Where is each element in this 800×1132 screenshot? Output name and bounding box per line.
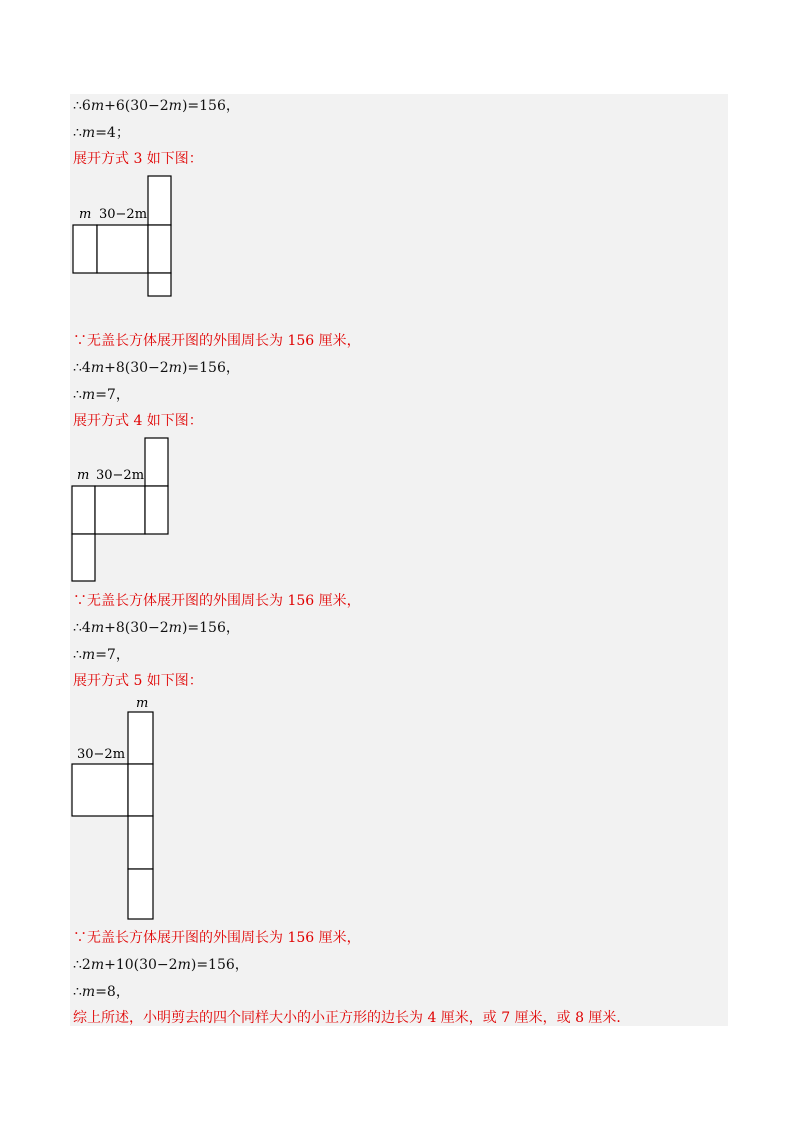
eq-text: )=156， xyxy=(181,360,240,376)
eq-var: m xyxy=(81,984,96,1000)
heading-method-4: 展开方式 4 如下图： xyxy=(73,413,203,429)
eq-text: ∴2 xyxy=(73,957,91,973)
perimeter-statement: ∵无盖长方体展开图的外围周长为 156 厘米， xyxy=(73,930,361,946)
eq-var: m xyxy=(90,360,105,376)
eq-var: m xyxy=(90,620,105,636)
result-line xyxy=(73,123,130,143)
equation-line xyxy=(73,358,240,378)
eq-var: m xyxy=(90,957,105,973)
equation-line xyxy=(73,955,249,975)
eq-text: ∴ xyxy=(73,647,82,663)
eq-text: +8(30−2 xyxy=(104,360,169,376)
eq-text: +6(30−2 xyxy=(104,98,169,114)
eq-text: ∴4 xyxy=(73,360,91,376)
eq-text: =8， xyxy=(95,984,130,1000)
label-side: 30−2m xyxy=(77,747,126,762)
net-figure-3 xyxy=(72,174,174,298)
eq-var: m xyxy=(81,125,96,141)
eq-var: m xyxy=(168,360,182,376)
label-m: m xyxy=(136,696,149,711)
label-m: m xyxy=(79,207,92,222)
eq-text: ∴ xyxy=(73,387,82,403)
label-m: m xyxy=(77,468,90,483)
result-line xyxy=(73,982,130,1002)
eq-var: m xyxy=(177,957,191,973)
perimeter-statement: ∵无盖长方体展开图的外围周长为 156 厘米， xyxy=(73,333,361,349)
eq-text: =7， xyxy=(95,647,130,663)
eq-text: =4； xyxy=(95,125,130,141)
result-line xyxy=(73,645,130,665)
eq-text: ∴ xyxy=(73,125,82,141)
eq-text: =7， xyxy=(95,387,130,403)
net-figure-4 xyxy=(71,436,171,584)
equation-line xyxy=(73,96,240,116)
eq-text: )=156， xyxy=(181,98,240,114)
heading-method-3: 展开方式 3 如下图： xyxy=(73,151,203,167)
label-side: 30−2m xyxy=(99,207,148,222)
heading-method-5: 展开方式 5 如下图： xyxy=(73,673,203,689)
eq-text: +10(30−2 xyxy=(104,957,178,973)
eq-text: +8(30−2 xyxy=(104,620,169,636)
eq-text: ∴ xyxy=(73,984,82,1000)
perimeter-statement: ∵无盖长方体展开图的外围周长为 156 厘米， xyxy=(73,593,361,609)
eq-text: )=156， xyxy=(190,957,249,973)
equation-line xyxy=(73,618,240,638)
result-line xyxy=(73,385,130,405)
label-side: 30−2m xyxy=(96,468,145,483)
net-figure-5 xyxy=(71,696,157,922)
eq-text: )=156， xyxy=(181,620,240,636)
eq-var: m xyxy=(168,98,182,114)
conclusion: 综上所述，小明剪去的四个同样大小的小正方形的边长为 4 厘米，或 7 厘米，或 8 厘米． xyxy=(73,1010,631,1026)
eq-text: ∴6 xyxy=(73,98,91,114)
eq-text: ∴4 xyxy=(73,620,91,636)
eq-var: m xyxy=(90,98,105,114)
eq-var: m xyxy=(81,387,96,403)
eq-var: m xyxy=(81,647,96,663)
eq-var: m xyxy=(168,620,182,636)
